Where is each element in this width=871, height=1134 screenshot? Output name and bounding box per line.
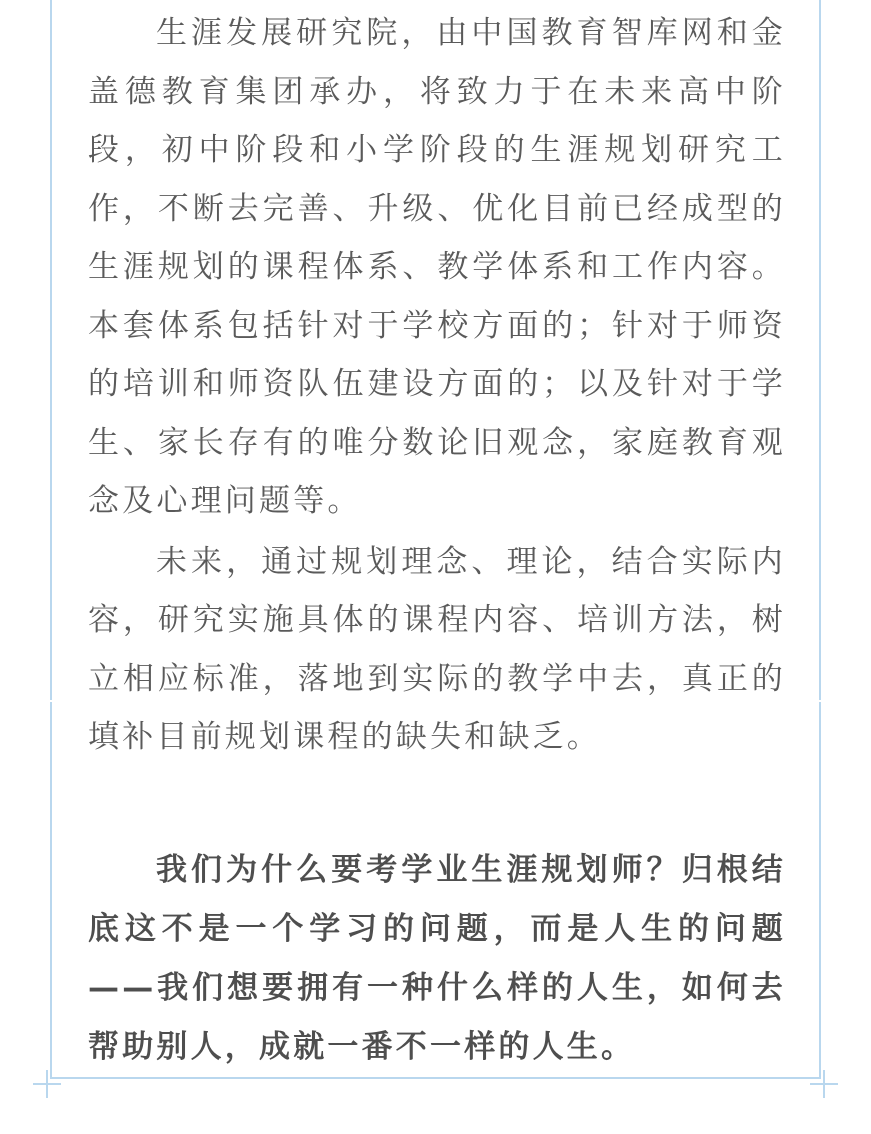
article-body xyxy=(88,4,786,1077)
corner-cross-bottom-left-icon xyxy=(33,1070,61,1098)
frame-right-line-lower xyxy=(819,702,821,1078)
corner-cross-bottom-right-icon xyxy=(810,1070,838,1098)
frame-left-line xyxy=(50,0,52,700)
highlight-paragraph: 我们为什么要考学业生涯规划师？归根结底这不是一个学习的问题，而是人生的问题——我们想要拥有一种什么样的人生，如何去帮助别人，成就一番不一样的人生。 xyxy=(88,851,786,1065)
frame-right-line xyxy=(819,0,821,700)
frame-left-line-lower xyxy=(50,702,52,1078)
frame-bottom-line xyxy=(50,1077,821,1079)
paragraph-future-plan: 未来，通过规划理念、理论，结合实际内容，研究实施具体的课程内容、培训方法，树立相应标准，落地到实际的教学中去，真正的填补目前规划课程的缺失和缺乏。 xyxy=(88,543,786,755)
paragraph-institute-intro: 生涯发展研究院，由中国教育智库网和金盖德教育集团承办，将致力于在未来高中阶段，初中阶段和小学阶段的生涯规划研究工作，不断去完善、升级、优化目前已经成型的生涯规划的课程体系、教学体系和工作内容。本套体系包括针对于学校方面的；针对于师资的培训和师资队伍建设方面的；以及针对于学生、家长存有的唯分数论旧观念，家庭教育观念及心理问题等。 xyxy=(88,15,786,519)
